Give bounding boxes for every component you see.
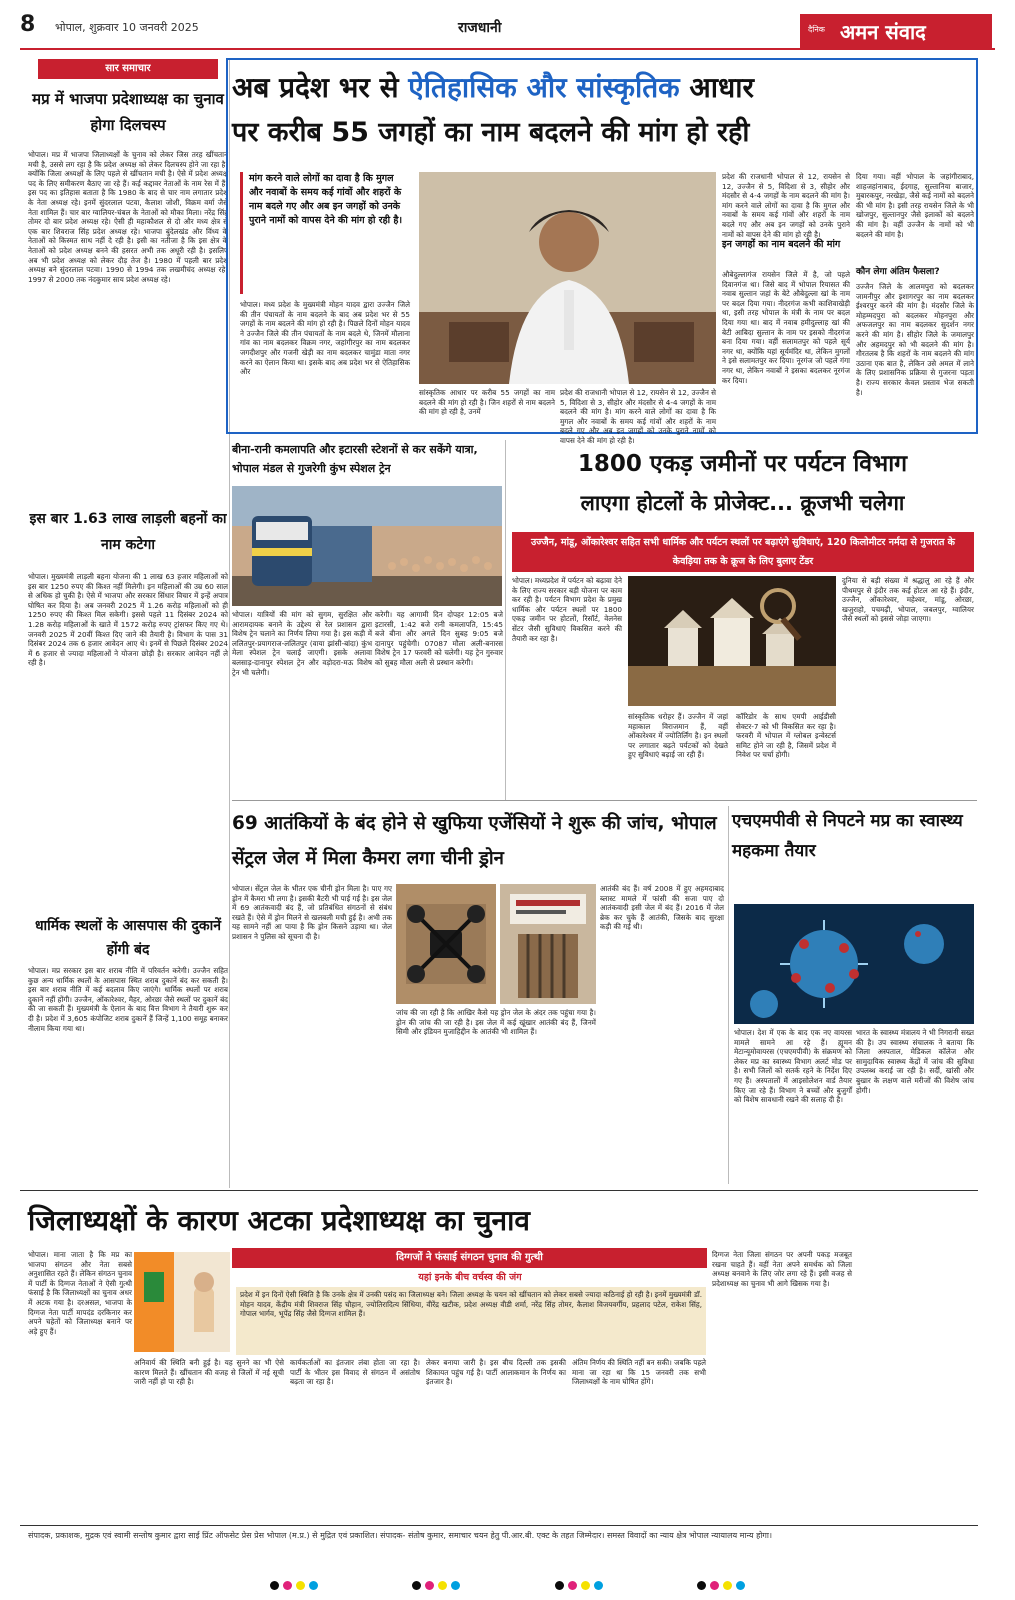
rail-divider	[505, 440, 506, 800]
train-photo	[232, 486, 502, 606]
election-strap: दिग्गजों ने फंसाई संगठन चुनाव की गुत्थी	[232, 1248, 707, 1268]
sidebar-story-3-body: भोपाल। मप्र सरकार इस बार शराब नीति में परिवर्तन करेगी। उज्जैन सहित कुछ अन्य धार्मिक स्थलों के आसपास स्थित शराब दुकानें बंद कर सकती है। इस बार शराब नीति में कई बदलाव किए जाएंगे। धार्मिक स्थलों पर शराब दुकानें नहीं होंगी। उज्जैन, ओंकारेश्वर, मैहर, ओरछा जैसे स्थलों पर दुकानें बंद की जा सकती हैं। मुख्यमंत्री के ऐलान के बाद वित्त विभाग ने तैयारी शुरू कर दी है। प्रदेश में 3,605 कंपोजिट शराब दुकानें हैं जिन्हें 1,100 समूह बनाकर नीलाम किया गया था।	[28, 966, 228, 1033]
brand-prefix: दैनिक	[808, 25, 825, 34]
masthead	[0, 0, 1015, 48]
drone-photo	[396, 884, 496, 1004]
page-number: 8	[20, 12, 36, 37]
rail-headline: बीना-रानी कमलापति और इटारसी स्टेशनों से कर सकेंगे यात्रा, भोपाल मंडल से गुजरेगी कुंभ स्पेशल ट्रेन	[232, 443, 478, 475]
tourism-body-4: दुनिया से बड़ी संख्या में श्रद्धालु आ रहे हैं और पीथमपुर से इंदौर तक कई होटल आ रहे हैं। इंदौर, उज्जैन, ओंकारेश्वर, महेश्वर, मांडू, ओरछा, खजुराहो, पचमढ़ी, भोपाल, जबलपुर, ग्वालियर जैसे स्थलों को इससे जोड़ा जाएगा।	[842, 576, 974, 624]
sidebar-story-2-body: भोपाल। मुख्यमंत्री लाड़ली बहना योजना की 1 लाख 63 हजार महिलाओं को इस बार 1250 रुपए की किश्त नहीं मिलेगी। इन महिलाओं की उम्र 60 साल से अधिक हो चुकी है। ऐसे में भाजपा और सरकार सिंधार विचार में इन्हें अपात्र घोषित कर दिया है। अब जनवरी 2025 में 1.26 करोड़ महिलाओं को ही 1250 रुपए की किश्त मिल सकेगी। इससे पहले 11 दिसंबर 2024 को 1.28 करोड़ महिलाओं के खाते में 1572 करोड़ रुपए ट्रांसफर किए गए थे। जनवरी 2025 में 20वीं किश्त दिए जाने की तैयारी है। विभाग के पास 31 दिसंबर 2024 तक 6 हजार आवेदन आए थे। इनमें से पिछले दिसंबर 2024 में 6 हजार से ज्यादा महिलाओं ने योजना छोड़ी है। सरकार आवेदन नहीं ले रही है।	[28, 572, 228, 668]
lead-subhead-1: इन जगहों का नाम बदलने की मांग	[722, 239, 841, 250]
registration-marks	[0, 1575, 1015, 1595]
jail-divider	[728, 806, 729, 1184]
jail-photo	[500, 884, 596, 1004]
hmpv-body-right: भारत के स्वास्थ्य मंत्रालय ने भी निगरानी सख्त की है। उप स्वास्थ्य संचालक ने बताया कि जिला अस्पताल, मेडिकल कॉलेज और सामुदायिक स्वास्थ्य केंद्रों में जांच की सुविधा उपलब्ध कराई जा रही है। सर्दी, खांसी और बुखार के लक्षण वाले मरीजों की विशेष जांच होगी।	[856, 1028, 974, 1095]
lead-headline-line2: पर करीब 55 जगहों का नाम बदलने की मांग हो रही	[232, 117, 750, 148]
tourism-body-2: सांस्कृतिक धरोहर हैं। उज्जैन में जहां महाकाल विराजमान हैं, वहीं ओंकारेश्वर में ज्योतिर्लिंग है। इन स्थलों पर लगातार बढ़ते पर्यटकों को देखते हुए सुविधाएं बढ़ाई जा रही हैं।	[628, 712, 728, 760]
lead-photo-caption: सांस्कृतिक आधार पर करीब 55 जगहों का नाम बदलने की मांग हो रही है। जिन शहरों से नाम बदलने की मांग हो रही है, उनमें	[419, 388, 555, 417]
sidebar-story-2-title: इस बार 1.63 लाख लाड़ली बहनों का नाम कटेगा	[29, 511, 227, 553]
tourism-headline-line1: 1800 एकड़ जमीनों पर पर्यटन विभाग	[577, 451, 908, 477]
lead-headline-a: अब प्रदेश भर से	[232, 71, 399, 104]
election-body-5: लेकर बनाया जारी है। इस बीच दिल्ली तक इसकी शिकायत पहुंच गई है। पार्टी आलाकमान के निर्णय का इंतजार है।	[426, 1358, 566, 1387]
hotel-photo	[628, 576, 836, 706]
masthead-rule	[20, 48, 995, 50]
section-title: राजधानी	[458, 20, 502, 36]
jail-headline: 69 आतंकियों के बंद होने से खुफिया एजेंसियों ने शुरू की जांच, भोपाल सेंट्रल जेल में मिला कैमरा लगा चीनी ड्रोन	[232, 813, 717, 869]
tourism-body-3: कॉरिडोर के साथ एमपी आईडीसी सेक्टर-7 को भी विकसित कर रहा है। फरवरी में भोपाल में ग्लोबल इन्वेस्टर्स समिट होने जा रही है, जिसमें प्रदेश में निवेश पर चर्चा होगी।	[736, 712, 836, 760]
election-body-2: प्रदेश में इन दिनों ऐसी स्थिति है कि उनके क्षेत्र में उनकी पसंद का जिलाध्यक्ष बने। जिला अध्यक्ष के चयन को खींचतान को लेकर सबसे ज्यादा कठिनाई हो रही है। इनमें मुख्यमंत्री डॉ. मोहन यादव, केंद्रीय मंत्री शिवराज सिंह चौहान, ज्योतिरादित्य सिंधिया, वीरेंद्र खटीक, प्रदेश अध्यक्ष वीडी शर्मा, नरेंद्र सिंह तोमर, कैलाश विजयवर्गीय, प्रहलाद पटेल, राकेश सिंह, गोपाल भार्गव, भूपेंद्र सिंह जैसे दिग्गज शामिल हैं।	[236, 1287, 706, 1355]
rail-body-2: करेगी। यह आगामी दिन दोपहर 12:05 बजे इटारसी, 1:42 बजे रानी कमलापति, 15:45 बजे बीना और अगले दिन सुबह 9:05 बजे दानापुर पहुंचेगी। 07087 मौला अली-बनारस विशेष ट्रेन 17 फरवरी को चलेगी। यह ट्रेन गुरुवार को सुबह मौला अली से प्रस्थान करेगी।	[375, 610, 503, 667]
mid-rule	[232, 800, 977, 801]
hmpv-headline: एचएमपीवी से निपटने मप्र का स्वास्थ्य महकमा तैयार	[732, 811, 963, 861]
dateline: भोपाल, शुक्रवार 10 जनवरी 2025	[55, 21, 199, 34]
tourism-banner: उज्जैन, मांडू, ओंकारेश्वर सहित सभी धार्मिक और पर्यटन स्थलों पर बढ़ाएंगे सुविधाएं, 120 किलोमीटर नर्मदा से गुजरात के केवड़िया तक के क्रूज के लिए बुलाए टेंडर	[512, 532, 974, 572]
sidebar-story-1-body: भोपाल। मप्र में भाजपा जिलाध्यक्षों के चुनाव को लेकर जिस तरह खींचतान मची है, उससे लग रहा है कि प्रदेश अध्यक्ष को लेकर दिलचस्प होने जा रहा है। क्योंकि जिला अध्यक्षों के लिए पहले से खींचतान मची है। ऐसे में प्रदेश अध्यक्ष पद के लिए समीकरण बैठाए जा रहे हैं। कई कद्दावर नेताओं के नाम रेस में हैं। इस पद का इतिहास बताता है कि 1980 के बाद से चार नाम लगातार प्रदेश के नेता अध्यक्ष रहे। इनमें सुंदरलाल पटवा, कैलाश जोशी, विक्रम वर्मा जैसे नेता शामिल हैं। चार बार ग्वालियर-चंबल के नेताओं को मौका मिला। नरेंद्र सिंह तोमर दो बार प्रदेश अध्यक्ष रहे। ऐसी ही महाकौशल से दो और मध्य क्षेत्र से एक बार शिवराज सिंह प्रदेश अध्यक्ष रहे। भाजपा बुंदेलखंड और विंध्य के नेताओं को किस्मत साथ नहीं दे रही है। इसी का नतीजा है कि इस क्षेत्र के नेताओं को प्रदेश अध्यक्ष बनने की हसरत अभी तक अधूरी रही है। इसलिए अब भी प्रदेश अध्यक्ष को लेकर दौड़ तेज है। 1980 में पहली बार प्रदेश अध्यक्ष बने सुंदरलाल पटवा। 1990 से 1994 तक लखमीचंद अध्यक्ष रहे। 1997 से 2000 तक नंदकुमार साय प्रदेश अध्यक्ष रहे।	[28, 150, 228, 284]
lead-body-1: भोपाल। मध्य प्रदेश के मुख्यमंत्री मोहन यादव द्वारा उज्जैन जिले की तीन पंचायतों के नाम बदलने के बाद अब प्रदेश भर से 55 जगहों के नाम बदलने की मांग हो रही है। पिछले दिनों मोहन यादव ने उज्जैन जिले की तीन पंचायतों के नाम बदले थे, जिनमें मौलाना गांव का नाम बदलकर विक्रम नगर, जहांगीरपुर का नाम बदलकर जगदीशपुर और गजनी खेड़ी का नाम बदलकर चामुंडा माता नगर करने का ऐलान किया था। इसके बाद अब प्रदेश भर से ऐतिहासिक और	[240, 300, 410, 377]
brand-name: अमन संवाद	[840, 20, 926, 44]
cm-photo	[419, 172, 716, 384]
lead-headline	[232, 68, 972, 168]
sidebar-story-3-title: धार्मिक स्थलों के आसपास की दुकानें होंगी बंद	[34, 918, 222, 958]
lead-body-3: औबेदुल्लागंज रायसेन जिले में है, जो पहले दिवानगंज था। जिसे बाद में भोपाल रियासत की नवाब सुल्तान जहां के बेटे औबेदुल्ला खां के नाम पर बदल दिया गया। नीदरगंज कभी काशिवाखेड़ी था, इसी तरह भोपाल के मंत्री के नाम पर बदल दिया गया था। बाद में नवाब हमीदुल्लाह खां की बेटी आबिदा सुल्तान के नाम पर इसको नीदरगंज बना दिया गया। वहीं सलामतपुर को पहले सूर्य नगर था, क्योंकि यहां सूर्यमंदिर था, लेकिन मुगलों ने इसे सलामतपुर कर दिया। नूरगंज जो पहले गंगा नगर था, लेकिन नवाबों ने इसका बदलकर नूरगंज कर दिया।	[722, 270, 850, 385]
lead-body-5: उज्जैन जिले के आलमपुरा को बदलकर जामनीपुर और इशागरपुर का नाम बदलकर ईश्वरपुर करने की मांग है। मंदसौर जिले के मोहम्मदपुरा को बदलकर मोहनपुरा और अफजलपुर का नाम बदलकर सुदर्शन नगर करने की मांग है। सीहोर जिले के जमालपुर और अहमदपुर को भी बदलने की मांग है। गौरतलब है कि शहरों के नाम बदलने की मांग उठाना एक बात है, लेकिन उसे अमल में लाने के लिए प्रशासनिक प्रक्रिया से गुजरना पड़ता है। राज्य सरकार केवल प्रस्ताव भेज सकती है।	[856, 282, 974, 397]
footer-rule	[20, 1525, 978, 1526]
lead-body-4: दिया गया। वहीं भोपाल के जहांगीराबाद, शाहजहांनाबाद, ईदगाह, सुल्तानिया बाजार, मुबारकपुर, नरखेड़ा, जैसे कई नामों को बदलने की भी मांग है। इसी तरह रायसेन जिले के भी खोजपुर, सुल्तानपुर जैसे इलाकों को बदलने की मांग है। वहीं उज्जैन के नामों को भी बदलने की मांग है।	[856, 172, 974, 239]
election-body-3: अनिवार्य की स्थिति बनी हुई है। यह सुनने का भी ऐसे कारण मिलते हैं। खींचतान की वजह से जिलों में नई सूची जारी नहीं हो पा रही है।	[134, 1358, 284, 1387]
sidebar-story-1-title: मप्र में भाजपा प्रदेशाध्यक्ष का चुनाव होगा दिलचस्प	[32, 90, 224, 134]
footer-imprint: संपादक, प्रकाशक, मुद्रक एवं स्वामी सन्तोष कुमार द्वारा साई प्रिंट ऑफसेट प्रेस प्रेस भोपाल (म.प्र.) से मुद्रित एवं प्रकाशित। संपादक- संतोष कुमार, समाचार चयन हेतु पी.आर.बी. एक्ट के तहत जिम्मेदार। समस्त विवादों का न्याय क्षेत्र भोपाल न्यायालय मान्य होगा।	[28, 1531, 773, 1540]
lead-body-2b: प्रदेश की राजधानी भोपाल से 12, रायसेन से 12, उज्जैन से 5, विदिशा से 3, सीहोर और मंदसौर से 4-4 जगहों के नाम बदलने की मांग है। मांग करने वाले लोगों का दावा है कि मुगल और नवाबों के समय कई गांवों और शहरों के नाम बदले गए और अब इन जगहों को उनके पुराने नामों को वापस देने की मांग हो रही है।	[722, 172, 850, 239]
tourism-body-1: भोपाल। मध्यप्रदेश में पर्यटन को बढ़ावा देने के लिए राज्य सरकार बड़ी योजना पर काम कर रही है। पर्यटन विभाग प्रदेश के प्रमुख धार्मिक और पर्यटन स्थलों पर 1800 एकड़ जमीन पर होटलों, रिसॉर्ट, वेलनेस सेंटर जैसी सुविधाएं विकसित करने की तैयारी कर रहा है।	[512, 576, 622, 643]
election-body-6: अंतिम निर्णय की स्थिति नहीं बन सकी। जबकि पहले माना जा रहा था कि 15 जनवरी तक सभी जिलाध्यक्षों के नाम घोषित होंगे।	[572, 1358, 707, 1387]
election-body-1: भोपाल। माना जाता है कि मप्र का भाजपा संगठन और नेता सबसे अनुशासित रहते हैं। लेकिन संगठन चुनाव में पार्टी के दिग्गज नेताओं ने ऐसी गुत्थी फंसाई है कि जिलाध्यक्षों का चुनाव अधर में अटक गया है। दरअसल, भाजपा के दिग्गज नेता पार्टी मापदंड दरकिनार कर अपने चहेतों को जिलाध्यक्ष बनाने पर अड़े हुए हैं।	[28, 1250, 132, 1336]
election-sub: यहां इनके बीच वर्चस्व की जंग	[418, 1272, 522, 1283]
election-headline: जिलाध्यक्षों के कारण अटका प्रदेशाध्यक्ष का चुनाव	[28, 1204, 530, 1237]
lead-body-2: प्रदेश की राजधानी भोपाल से 12, रायसेन से 12, उज्जैन से 5, विदिशा से 3, सीहोर और मंदसौर से 4-4 जगहों के नाम बदलने की मांग है। मांग करने वाले लोगों का दावा है कि मुगल और नवाबों के समय कई गांवों और शहरों के नाम बदले गए और अब इन जगहों को उनके पुराने नामों को वापस देने की मांग हो रही है।	[560, 388, 716, 445]
election-body-4: कार्यकर्ताओं का इंतजार लंबा होता जा रहा है। पार्टी के भीतर इस विवाद से संगठन में असंतोष बढ़ता जा रहा है।	[290, 1358, 420, 1387]
lead-headline-b: आधार	[689, 71, 754, 104]
jail-body-1: भोपाल। सेंट्रल जेल के भीतर एक चीनी ड्रोन मिला है। पाए गए ड्रोन में कैमरा भी लगा है। इसकी बैटरी भी पाई गई है। इस जेल में 69 आतंकवादी बंद हैं, जो प्रतिबंधित संगठनों से संबंध रखते हैं। ऐसे में ड्रोन मिलने से खलबली मची हुई है। अभी तक यह सामने नहीं आ पाया है कि ड्रोन किसने उड़ाया था। जेल प्रशासन ने पुलिस को सूचना दी है।	[232, 884, 392, 941]
lead-subhead-2: कौन लेगा अंतिम फैसला?	[856, 267, 940, 277]
tourism-headline-line2: लाएगा होटलों के प्रोजेक्ट... क्रूजभी चलेगा	[580, 491, 905, 515]
election-body-7: दिग्गज नेता जिला संगठन पर अपनी पकड़ मजबूत रखना चाहते हैं। वहीं नेता अपने समर्थक को जिला अध्यक्ष बनवाने के लिए जोर लगा रहे हैं। इसी वजह से प्रदेशाध्यक्ष का चुनाव भी आगे खिसक गया है।	[712, 1250, 852, 1288]
sidebar-label: सार समाचार	[38, 59, 218, 79]
jail-body-3: आतंकी बंद हैं। वर्ष 2008 में हुए अहमदाबाद ब्लास्ट मामले में फांसी की सजा पाए दो आतंकवादी इसी जेल में बंद हैं। 2016 में जेल ब्रेक कर चुके हैं आतंकी, जिसके बाद सुरक्षा कड़ी की गई थी।	[600, 884, 724, 932]
lower-rule	[20, 1190, 978, 1191]
jail-body-2: जांच की जा रही है कि आखिर कैसे यह ड्रोन जेल के अंदर तक पहुंचा गया है। ड्रोन की जांच की जा रही है। इस जेल में कई खूंखार आतंकी बंद हैं, जिनमें सिमी और इंडियन मुजाहिद्दीन के आतंकी भी शामिल हैं।	[396, 1008, 596, 1037]
tourism-headline	[510, 444, 975, 528]
lead-pull-quote: मांग करने वाले लोगों का दावा है कि मुगल और नवाबों के समय कई गांवों और शहरों के नाम बदले गए और अब इन जगहों को उनके पुराने नामों को वापस देने की मांग हो रही है।	[240, 172, 410, 294]
brand-box	[800, 14, 992, 48]
hmpv-body: भोपाल। देश में एक के बाद एक नए वायरस मामले सामने आ रहे हैं। ह्यूमन मेटान्यूमोवायरस (एचएमपीवी) के संक्रमण को लेकर मप्र का स्वास्थ्य विभाग अलर्ट मोड पर है। सभी जिलों को सतर्क रहने के निर्देश दिए गए हैं। अस्पतालों में आइसोलेशन वार्ड तैयार किए जा रहे हैं। विभाग ने बच्चों और बुजुर्गों को विशेष सावधानी रखने की सलाह दी है।	[734, 1028, 852, 1105]
rail-body-1: भोपाल। यात्रियों की मांग को सुगम, सुरक्षित और आरामदायक बनाने के उद्देश्य से रेल प्रशासन द्वारा विशेष ट्रेन चलाने का निर्णय लिया गया है। इस कड़ी में ललितपुर-प्रयागराज-ललितपुर (वाया झांसी-बांदा) कुंभ मेला स्पेशल ट्रेन चलाई जाएगी। इसके अलावा बलसाड़-दानापुर स्पेशल ट्रेन और वड़ोदरा-मऊ विशेष ट्रेन भी चलेगी।	[232, 610, 372, 677]
party-photo	[134, 1252, 230, 1352]
lead-headline-blue: ऐतिहासिक और सांस्कृतिक	[408, 71, 680, 104]
virus-photo	[734, 904, 974, 1024]
